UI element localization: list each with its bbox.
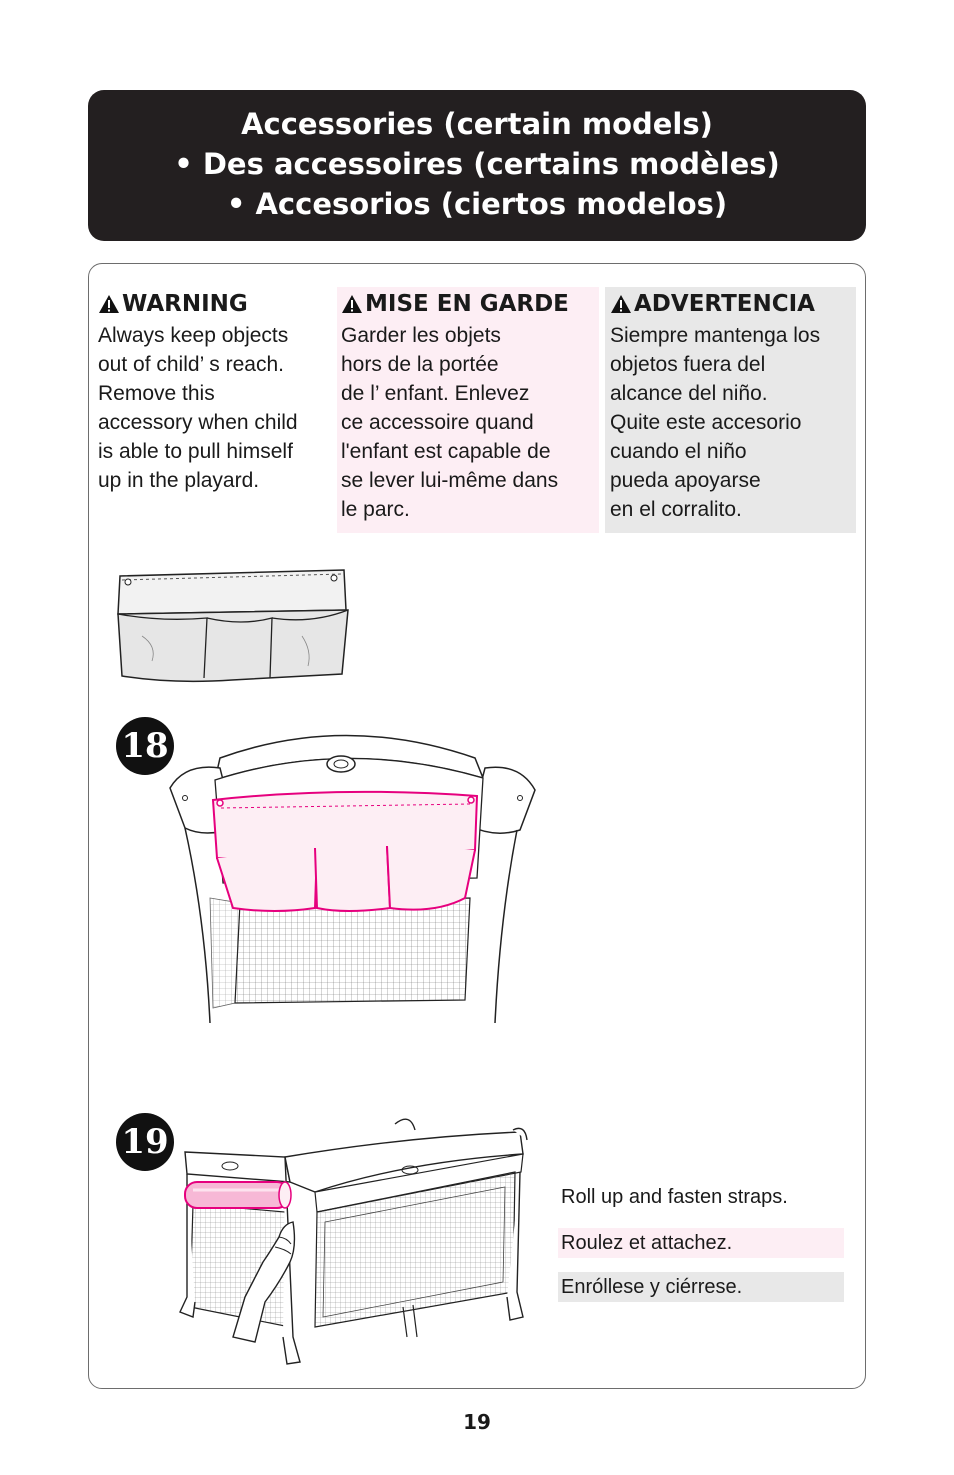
warning-title-fr: MISE EN GARDE xyxy=(365,291,569,317)
warning-triangle-icon xyxy=(610,294,632,314)
playard-rolled-straps-illustration xyxy=(175,1112,530,1370)
title-line-es: • Accesorios (ciertos modelos) xyxy=(226,187,728,221)
step-19-badge: 19 xyxy=(116,1113,174,1171)
warning-fr xyxy=(337,287,599,533)
title-line-fr: • Des accessoires (certains modèles) xyxy=(174,147,780,181)
title-line-en: Accessories (certain models) xyxy=(241,107,713,141)
organizer-accessory-illustration xyxy=(112,566,352,690)
warning-triangle-icon xyxy=(98,294,120,314)
warning-title-es: ADVERTENCIA xyxy=(634,291,815,317)
warning-en xyxy=(98,287,332,495)
warning-title-en: WARNING xyxy=(122,291,248,317)
title-banner xyxy=(88,90,866,241)
page-number: 19 xyxy=(463,1410,491,1434)
warning-text-es: Siempre mantenga los objetos fuera del alcance del niño. Quite este accesorio cuando el niño pueda apoyarse en el corralito. xyxy=(610,324,821,521)
caption-fr: Roulez et attachez. xyxy=(558,1228,844,1258)
warning-triangle-icon xyxy=(341,294,363,314)
warning-text-fr: Garder les objets hors de la portée de l’ enfant. Enlevez ce accessoire quand l'enfant est capable de se lever lui-même dans le parc. xyxy=(341,324,559,521)
caption-es: Enróllese y ciérrese. xyxy=(558,1272,844,1302)
caption-en: Roll up and fasten straps. xyxy=(561,1186,788,1208)
warning-text-en: Always keep objects out of child’ s reach. Remove this accessory when child is able to pull himself up in the playard. xyxy=(98,324,298,492)
playard-with-organizer-illustration xyxy=(165,718,540,1023)
warning-es xyxy=(605,287,856,533)
step-18-badge: 18 xyxy=(116,717,174,775)
